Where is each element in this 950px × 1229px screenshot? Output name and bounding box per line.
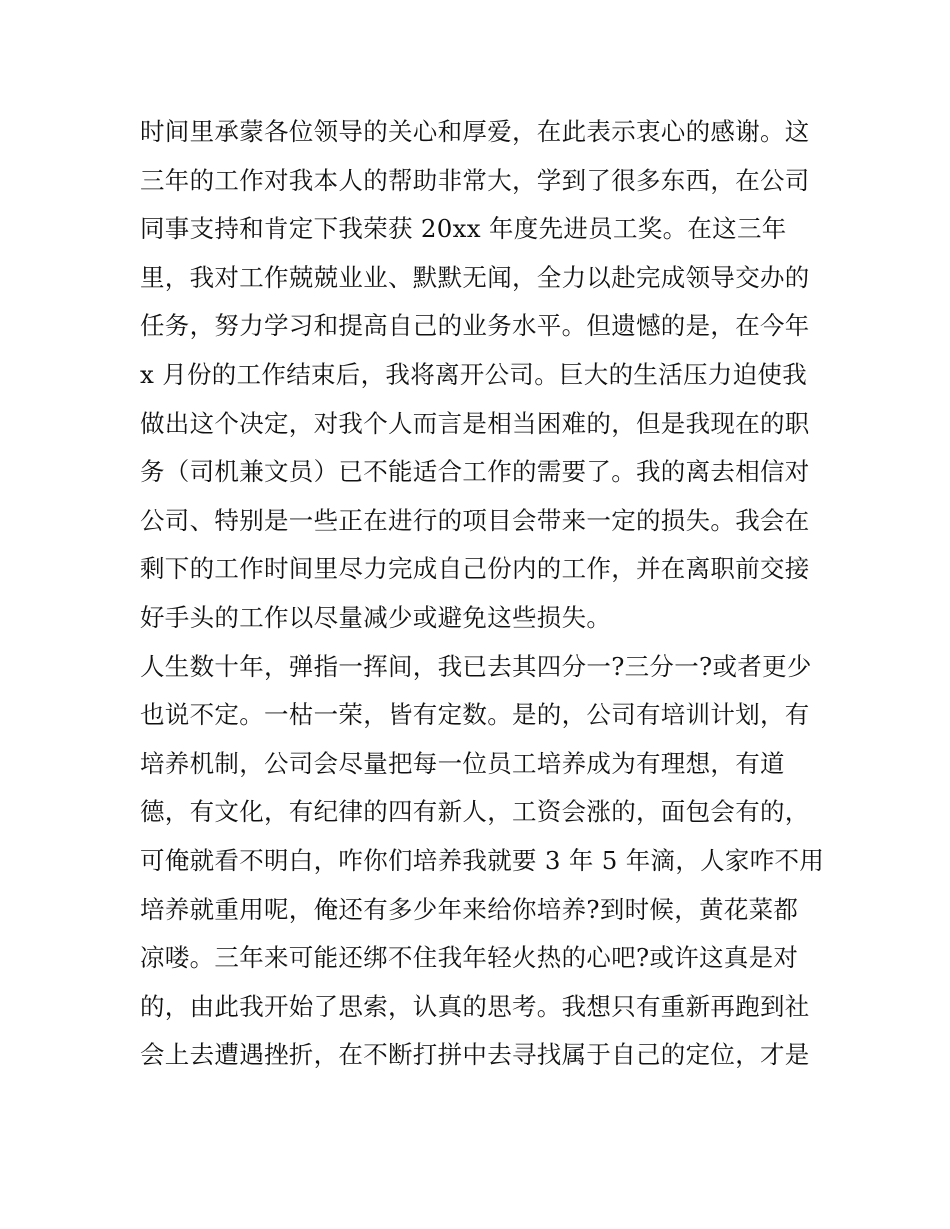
text-line: 剩下的工作时间里尽力完成自己份内的工作，并在离职前交接 bbox=[140, 554, 810, 584]
text-line: 任务，努力学习和提高自己的业务水平。但遗憾的是，在今年 bbox=[140, 311, 810, 341]
text-line: 同事支持和肯定下我荣获 20xx 年度先进员工奖。在这三年 bbox=[140, 214, 787, 244]
text-line: 培养机制，公司会尽量把每一位员工培养成为有理想，有道 bbox=[140, 748, 785, 778]
text-line: 德，有文化，有纪律的四有新人，工资会涨的，面包会有的， bbox=[140, 797, 810, 827]
text-line: x 月份的工作结束后，我将离开公司。巨大的生活压力迫使我 bbox=[140, 359, 808, 389]
text-line: 公司、特别是一些正在进行的项目会带来一定的损失。我会在 bbox=[140, 505, 810, 535]
text-line: 会上去遭遇挫折，在不断打拼中去寻找属于自己的定位，才是 bbox=[140, 1040, 810, 1070]
text-line: 也说不定。一枯一荣，皆有定数。是的，公司有培训计划，有 bbox=[140, 700, 810, 730]
text-line: 好手头的工作以尽量减少或避免这些损失。 bbox=[140, 602, 612, 632]
body-text bbox=[140, 108, 825, 1080]
text-line: 务（司机兼文员）已不能适合工作的需要了。我的离去相信对 bbox=[140, 457, 810, 487]
text-line: 人生数十年，弹指一挥间，我已去其四分一?三分一?或者更少 bbox=[140, 651, 812, 681]
text-line: 可俺就看不明白，咋你们培养我就要 3 年 5 年滴，人家咋不用 bbox=[140, 845, 825, 875]
text-line: 凉喽。三年来可能还绑不住我年轻火热的心吧?或许这真是对 bbox=[140, 943, 799, 973]
text-line: 三年的工作对我本人的帮助非常大，学到了很多东西，在公司 bbox=[140, 165, 810, 195]
text-line: 时间里承蒙各位领导的关心和厚爱，在此表示衷心的感谢。这 bbox=[140, 117, 810, 146]
text-line: 做出这个决定，对我个人而言是相当困难的，但是我现在的职 bbox=[140, 408, 810, 438]
text-line: 里，我对工作兢兢业业、默默无闻，全力以赴完成领导交办的 bbox=[140, 262, 810, 292]
text-line: 培养就重用呢，俺还有多少年来给你培养?到时候，黄花菜都 bbox=[140, 894, 799, 924]
text-line: 的，由此我开始了思索，认真的思考。我想只有重新再跑到社 bbox=[140, 991, 810, 1021]
